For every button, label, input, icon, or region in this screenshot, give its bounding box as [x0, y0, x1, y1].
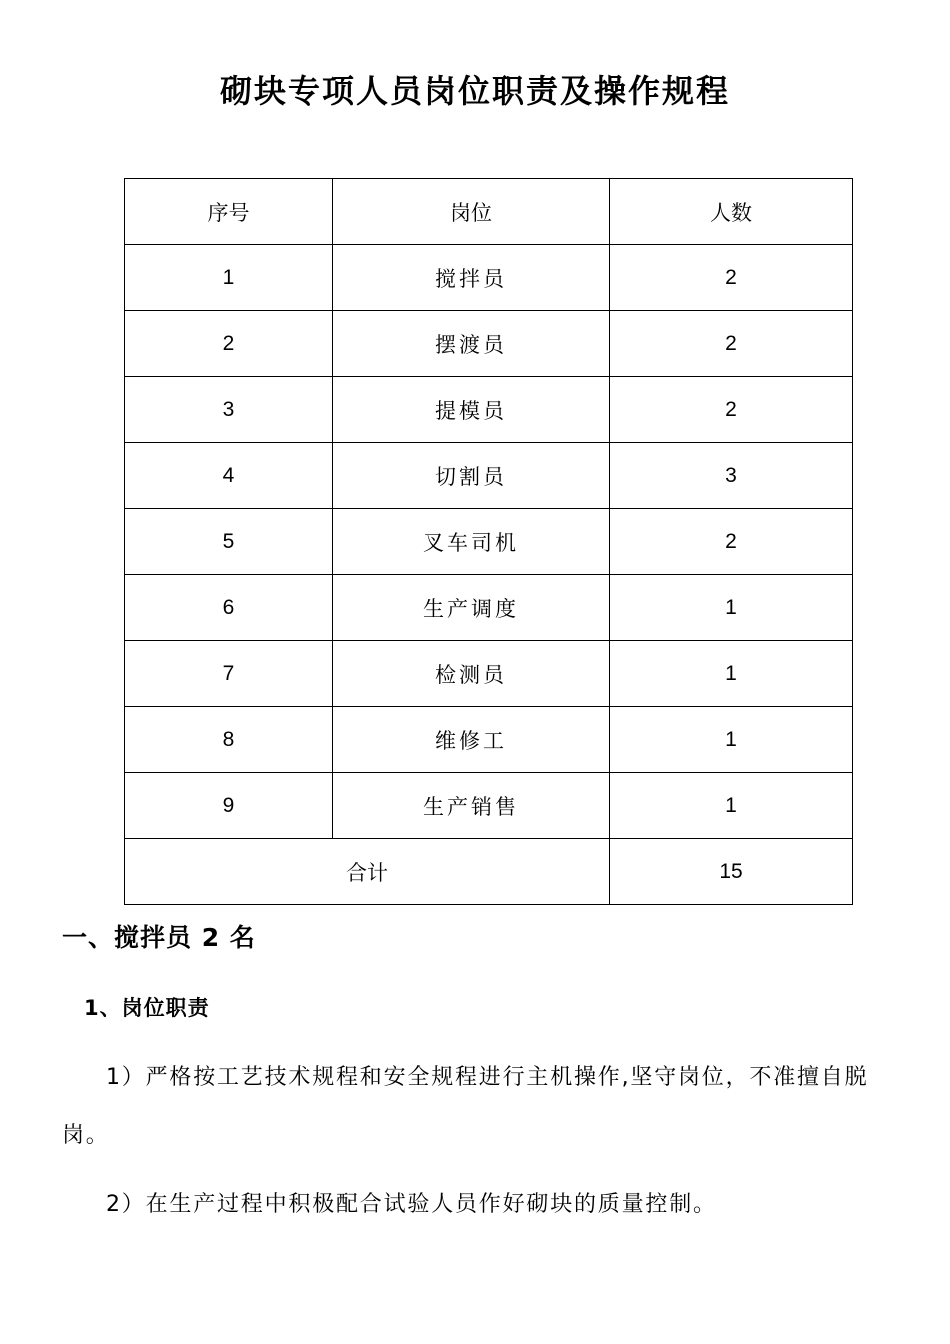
- table-total-row: [125, 839, 853, 905]
- cell-no: 4: [125, 443, 333, 509]
- staff-table-body: [125, 179, 853, 905]
- table-row: [125, 311, 853, 377]
- table-row: [125, 245, 853, 311]
- cell-count: 2: [610, 245, 853, 311]
- cell-no: 5: [125, 509, 333, 575]
- cell-count: 3: [610, 443, 853, 509]
- cell-post: 生产调度: [333, 575, 610, 641]
- table-row: [125, 641, 853, 707]
- page-title: 砌块专项人员岗位职责及操作规程: [219, 72, 730, 110]
- header-post: 岗位: [333, 179, 610, 245]
- cell-count: 1: [610, 575, 853, 641]
- cell-count: 2: [610, 509, 853, 575]
- paragraph: 1）严格按工艺技术规程和安全规程进行主机操作,坚守岗位，不准擅自脱岗。: [62, 1065, 869, 1148]
- cell-post: 检测员: [333, 641, 610, 707]
- cell-no: 6: [125, 575, 333, 641]
- total-count: 15: [610, 839, 853, 905]
- table-row: [125, 707, 853, 773]
- cell-no: 8: [125, 707, 333, 773]
- cell-no: 9: [125, 773, 333, 839]
- section-heading: 一、搅拌员 2 名: [62, 923, 256, 952]
- cell-count: 1: [610, 773, 853, 839]
- table-row: [125, 443, 853, 509]
- cell-post: 切割员: [333, 443, 610, 509]
- table-row: [125, 377, 853, 443]
- table-header-row: [125, 179, 853, 245]
- subsection-heading: 1、岗位职责: [84, 996, 210, 1020]
- cell-count: 1: [610, 707, 853, 773]
- paragraph: 2）在生产过程中积极配合试验人员作好砌块的质量控制。: [106, 1192, 717, 1217]
- header-no: 序号: [125, 179, 333, 245]
- staff-table: [124, 178, 853, 905]
- table-row: [125, 575, 853, 641]
- cell-post: 维修工: [333, 707, 610, 773]
- header-count: 人数: [610, 179, 853, 245]
- cell-no: 2: [125, 311, 333, 377]
- cell-count: 2: [610, 311, 853, 377]
- cell-post: 生产销售: [333, 773, 610, 839]
- cell-post: 叉车司机: [333, 509, 610, 575]
- cell-post: 摆渡员: [333, 311, 610, 377]
- table-row: [125, 773, 853, 839]
- total-label: 合计: [125, 839, 610, 905]
- cell-count: 1: [610, 641, 853, 707]
- table-row: [125, 509, 853, 575]
- cell-count: 2: [610, 377, 853, 443]
- cell-post: 提模员: [333, 377, 610, 443]
- cell-no: 3: [125, 377, 333, 443]
- cell-post: 搅拌员: [333, 245, 610, 311]
- cell-no: 7: [125, 641, 333, 707]
- cell-no: 1: [125, 245, 333, 311]
